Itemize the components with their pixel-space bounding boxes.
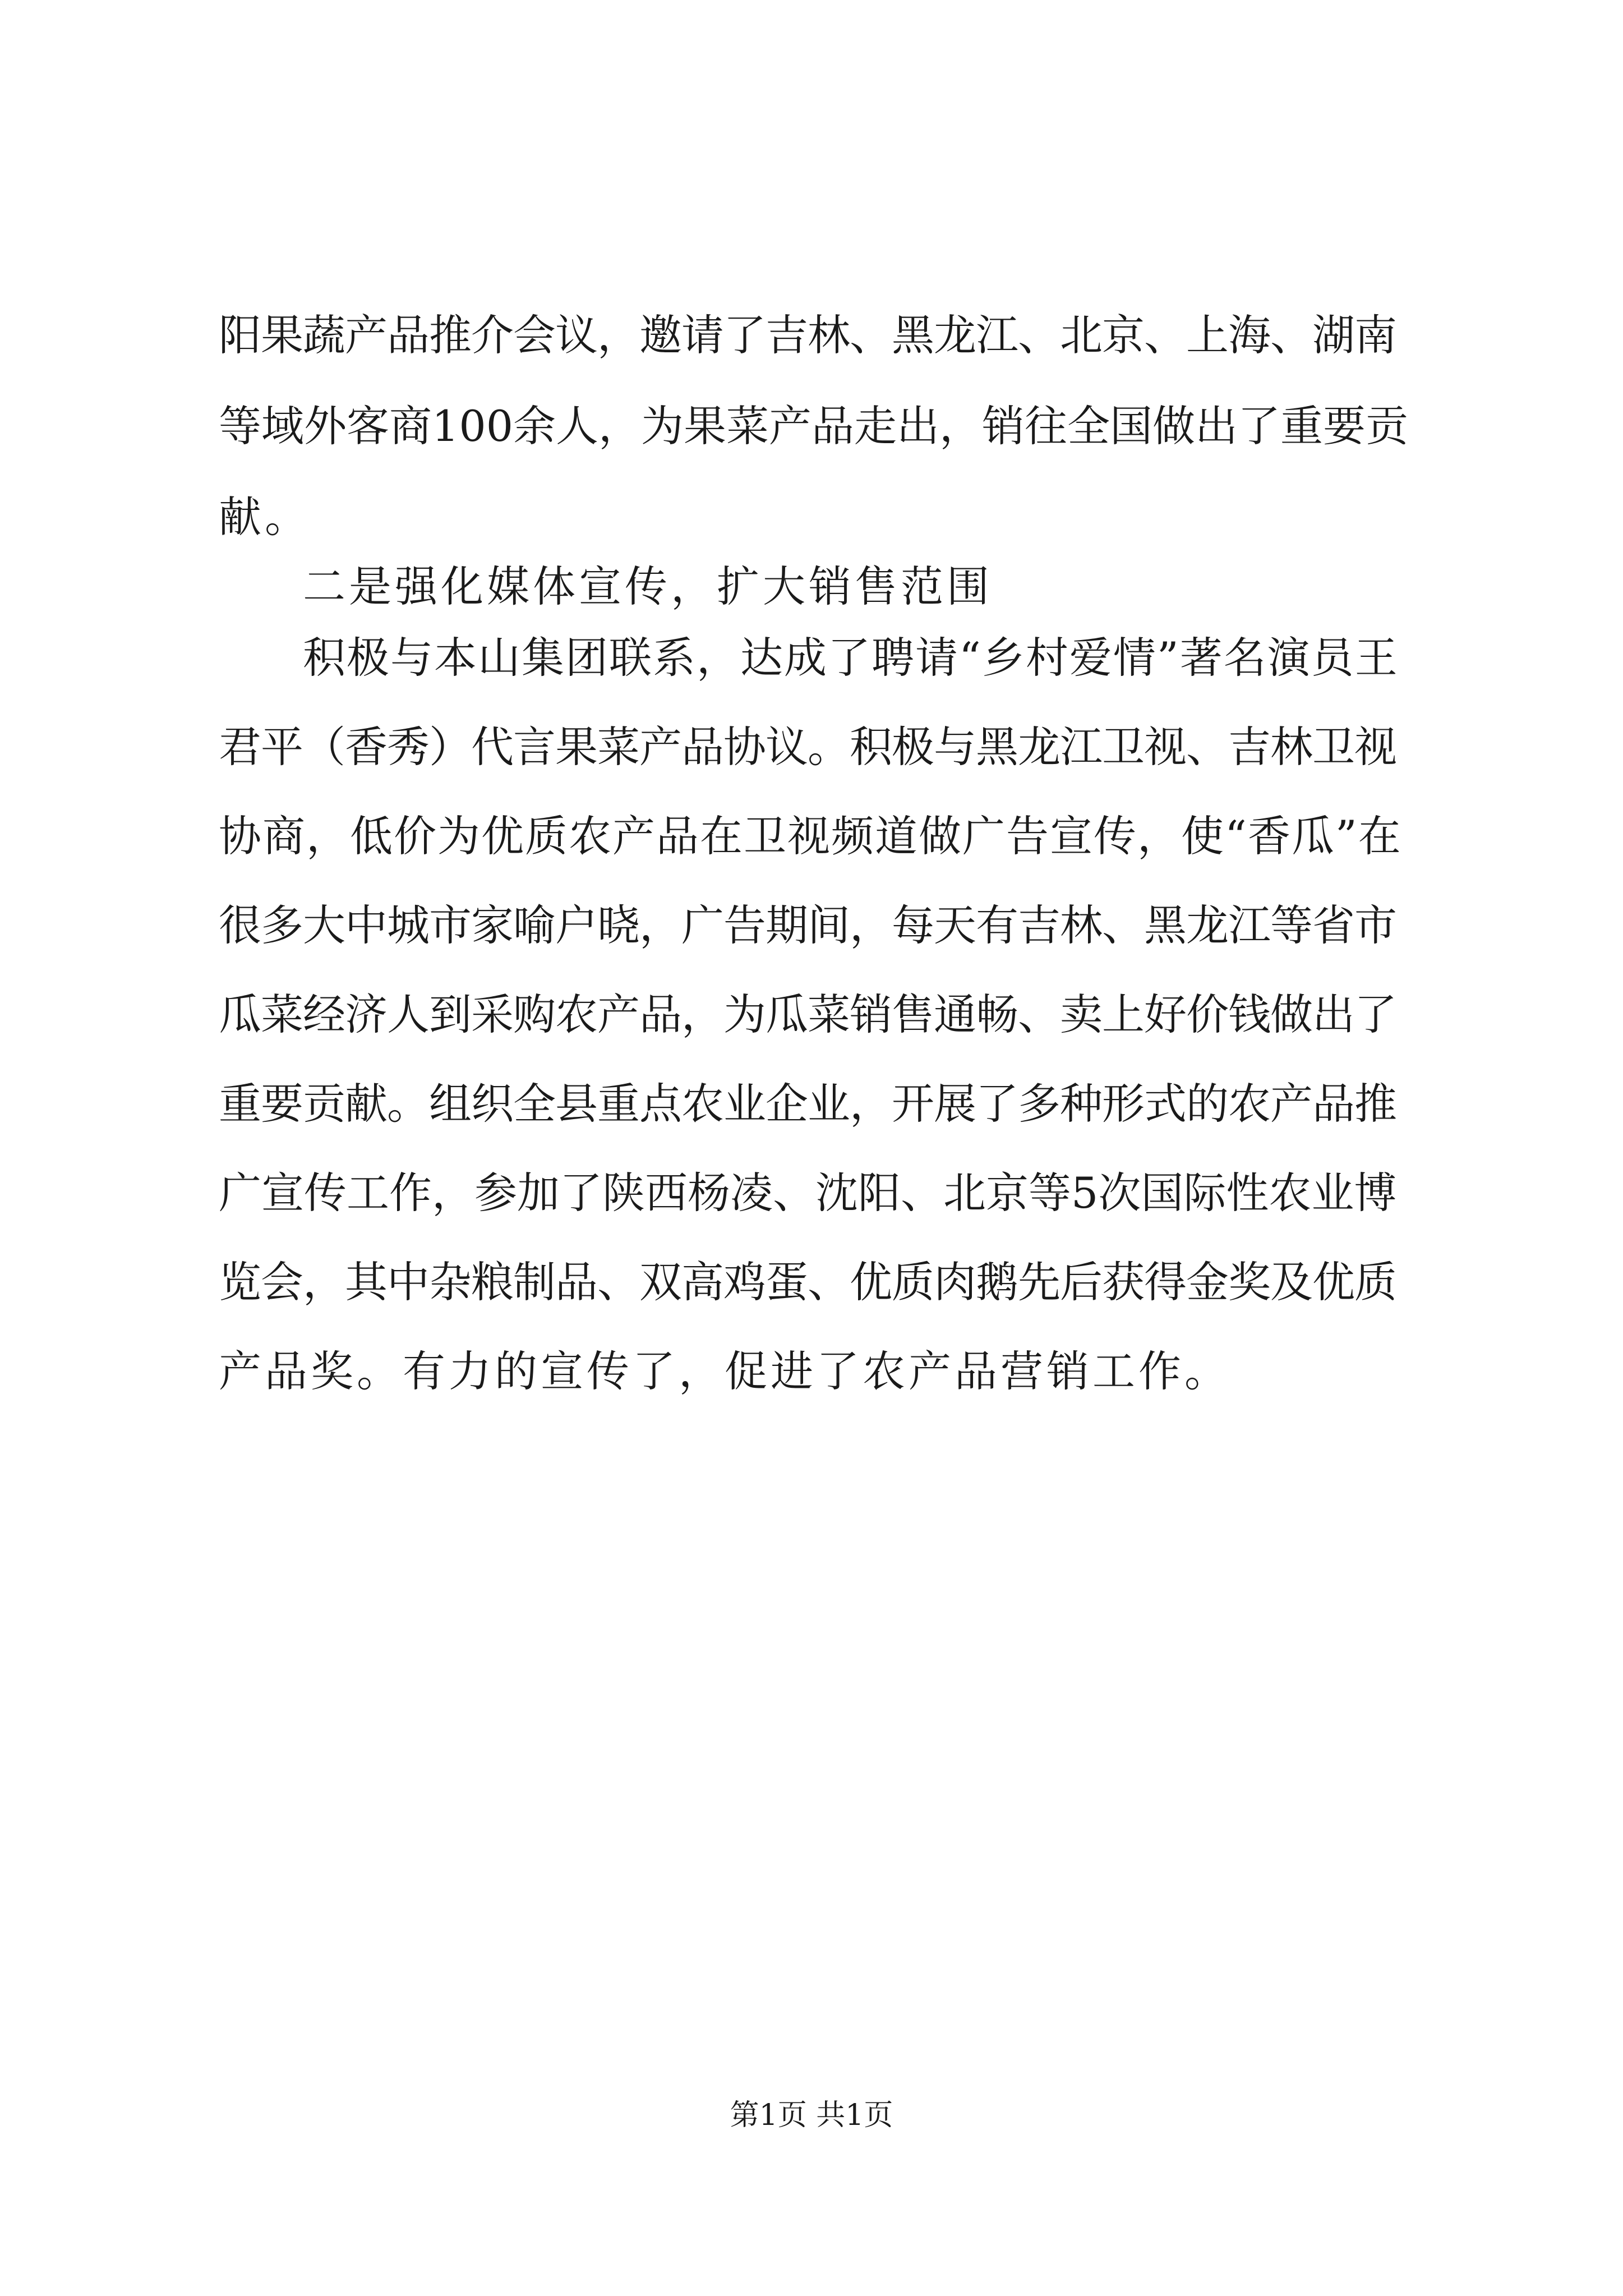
paragraph-line: 广宣传工作，参加了陕西杨凌、沈阳、北京等5次国际性农业博 (219, 1168, 1397, 1218)
paragraph-line: 君平（香秀）代言果菜产品协议。积极与黑龙江卫视、吉林卫视 (219, 722, 1396, 772)
paragraph-line: 等域外客商100余人，为果菜产品走出，销往全国做出了重要贡 (219, 401, 1409, 451)
paragraph-line: 览会，其中杂粮制品、双高鸡蛋、优质肉鹅先后获得金奖及优质 (219, 1257, 1396, 1307)
page-number-footer: 第1页 共1页 (730, 2099, 893, 2132)
paragraph-line: 很多大中城市家喻户晓，广告期间，每天有吉林、黑龙江等省市 (219, 900, 1396, 950)
paragraph-line: 重要贡献。组织全县重点农业企业，开展了多种形式的农产品推 (219, 1079, 1396, 1129)
paragraph-line: 阳果蔬产品推介会议，邀请了吉林、黑龙江、北京、上海、湖南 (219, 310, 1396, 360)
paragraph-line: 产品奖。有力的宣传了，促进了农产品营销工作。 (219, 1346, 1230, 1396)
paragraph-line: 献。 (219, 492, 311, 542)
paragraph-line: 积极与本山集团联系，达成了聘请“乡村爱情”著名演员王 (303, 633, 1399, 683)
paragraph-line: 瓜菜经济人到采购农产品，为瓜菜销售通畅、卖上好价钱做出了 (219, 990, 1396, 1039)
section-heading: 二是强化媒体宣传，扩大销售范围 (303, 562, 993, 611)
paragraph-line: 协商，低价为优质农产品在卫视频道做广告宣传，使“香瓜”在 (219, 811, 1402, 861)
